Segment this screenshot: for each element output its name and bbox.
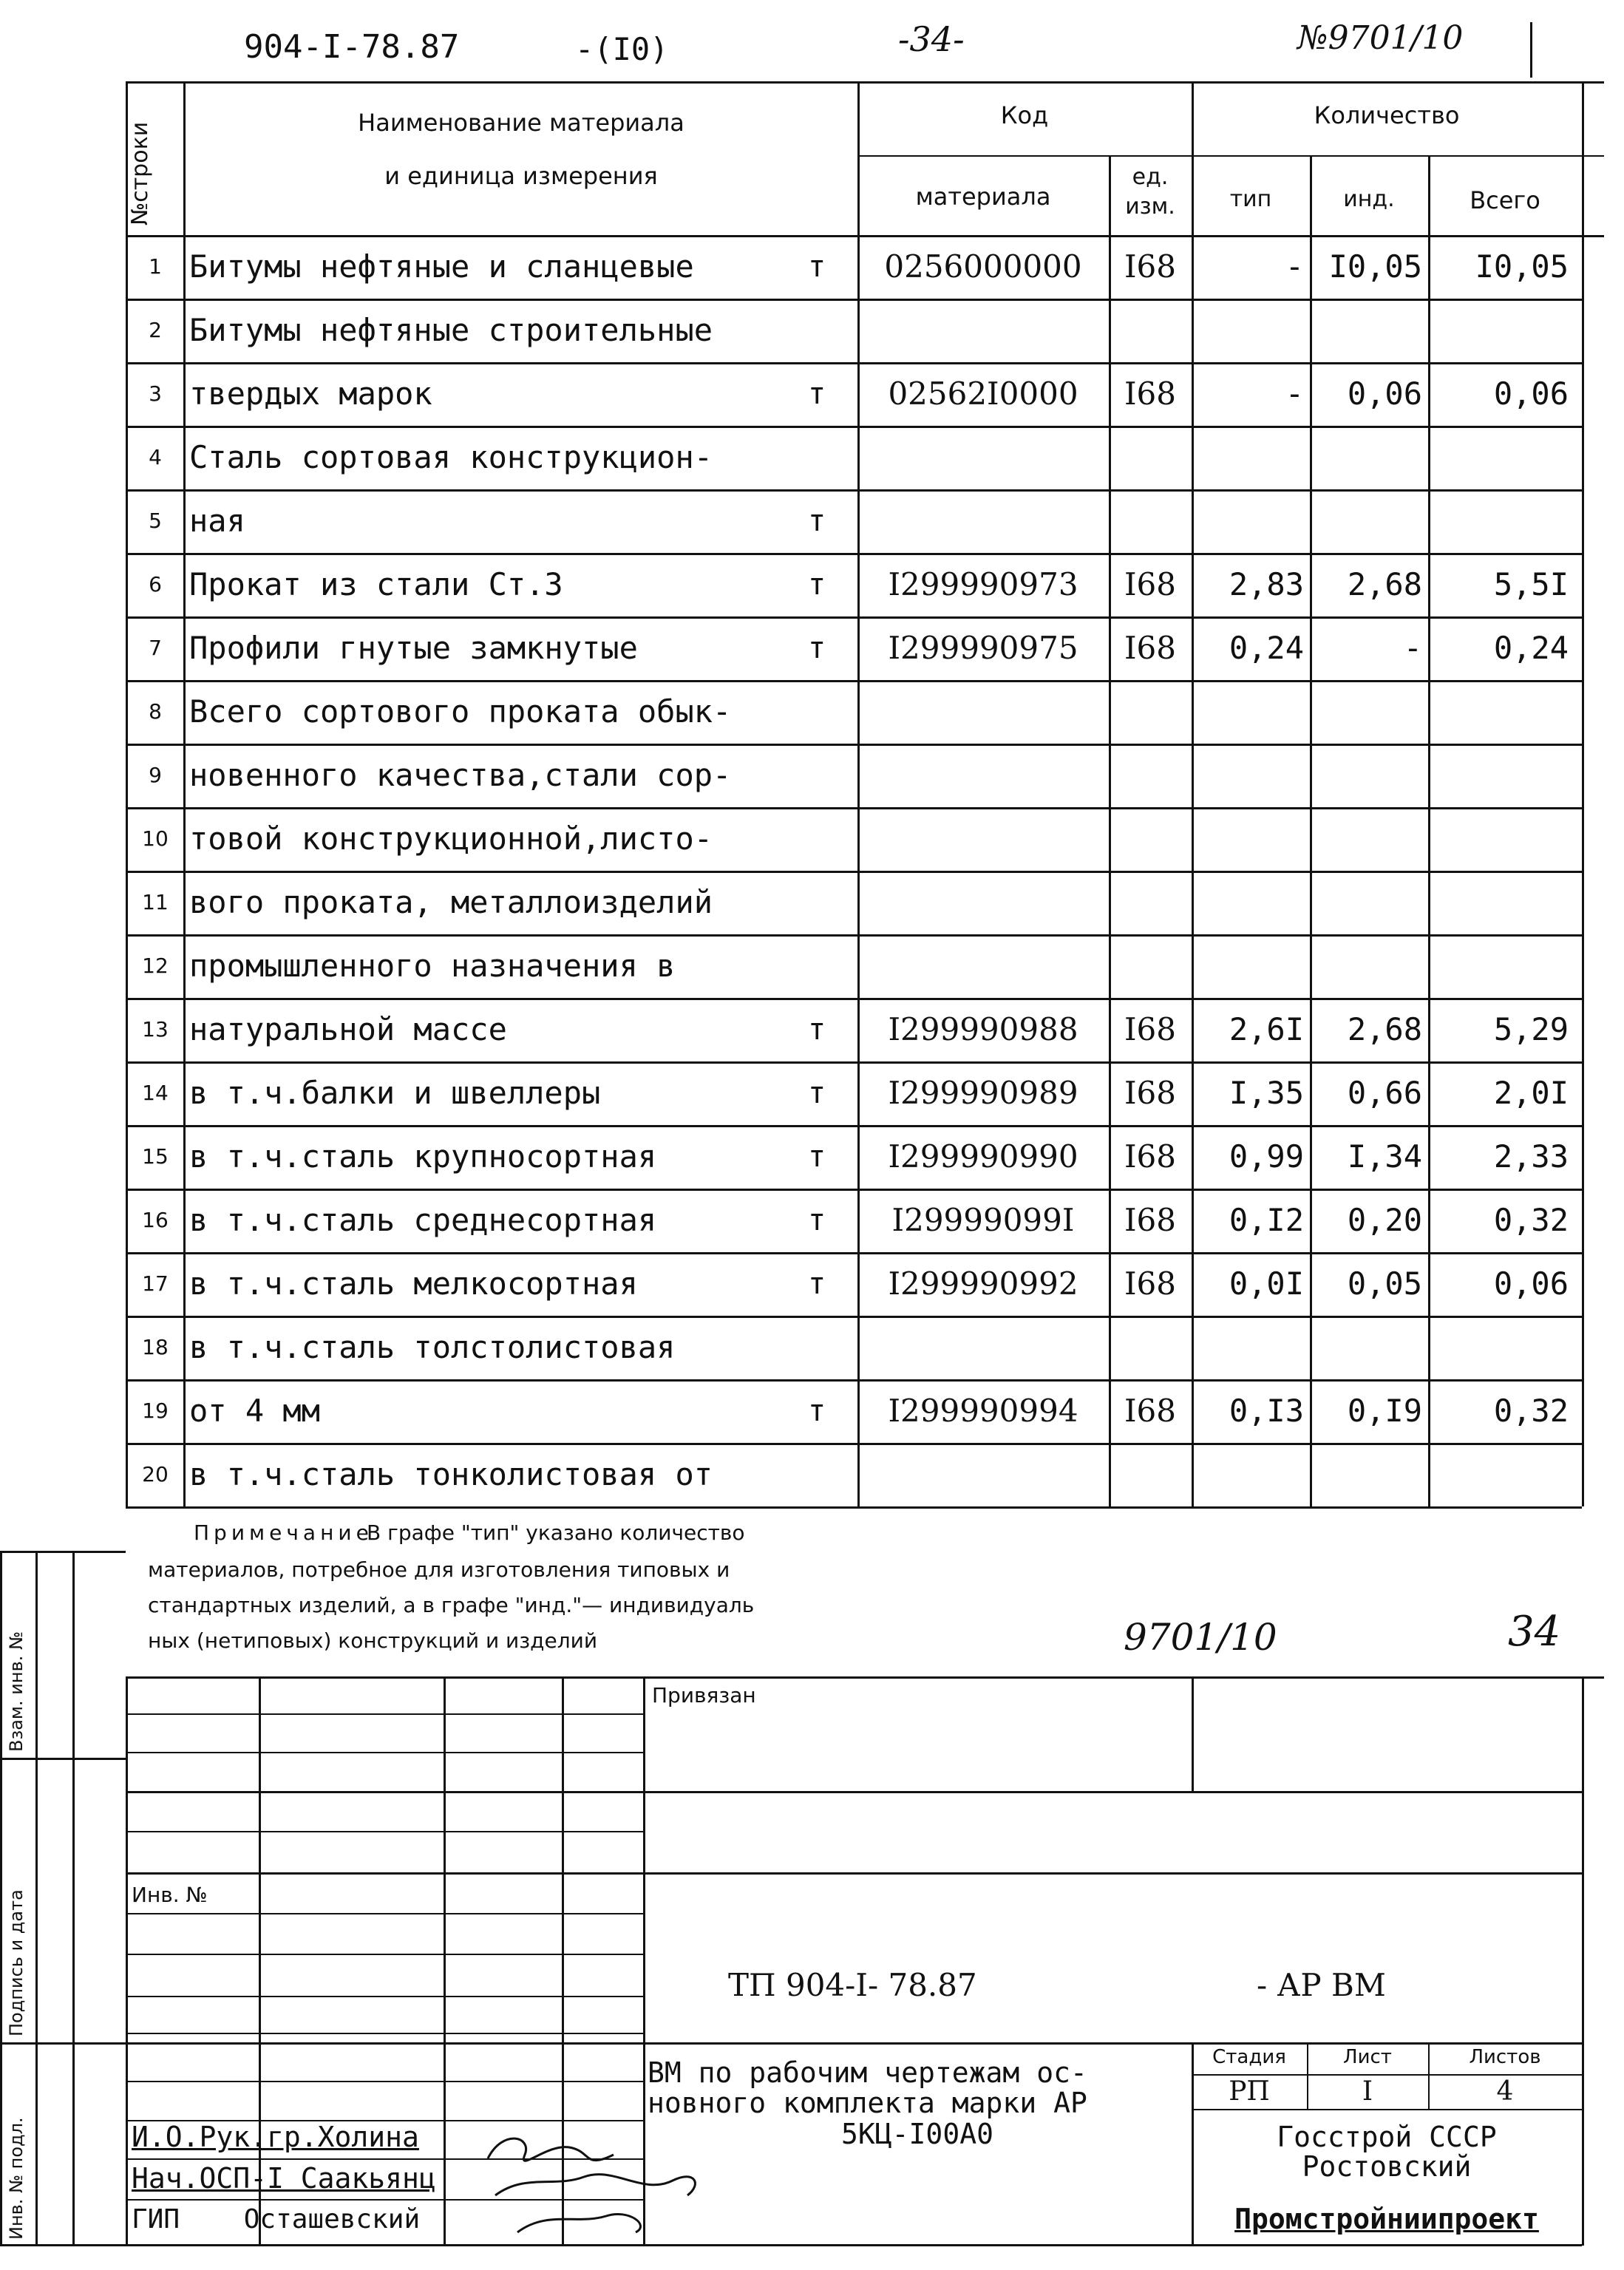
table-row-border: [126, 998, 1582, 1000]
signature-3: ГИП Осташевский: [132, 2204, 421, 2235]
table-row-border: [126, 807, 1582, 809]
table-cell-name: Сталь сортовая конструкцион-: [189, 439, 713, 475]
table-cell-total: 0,32: [1493, 1393, 1569, 1429]
table-cell-name: Битумы нефтяные и сланцевые: [189, 248, 694, 285]
table-cell-name: новенного качества,стали сор-: [189, 757, 732, 793]
doc-code: 904-I-78.87: [244, 28, 460, 66]
table-cell-code: I299990990: [888, 1138, 1078, 1175]
description-line3: 5КЦ-I00А0: [841, 2118, 993, 2150]
table-cell-name: в т.ч.сталь среднесортная: [189, 1202, 657, 1238]
table-cell-ind: 0,66: [1347, 1075, 1422, 1111]
tb-col-1: [259, 1676, 261, 2246]
table-cell-measure: I68: [1124, 1265, 1177, 1302]
table-cell-unit: т: [807, 1076, 826, 1110]
table-row-border: [126, 1189, 1582, 1191]
org-line2: Ростовский: [1302, 2150, 1472, 2183]
table-cell-measure: I68: [1124, 1202, 1177, 1238]
table-row-border: [126, 680, 1582, 682]
tb-row-7: [126, 1954, 643, 1955]
table-top-border: [126, 81, 1604, 84]
table-row-border: [126, 1506, 1582, 1509]
stage-label: Стадия: [1212, 2046, 1286, 2068]
table-cell-name: Прокат из стали Ст.3: [189, 566, 563, 602]
table-cell-unit: т: [807, 1203, 826, 1237]
table-cell-n: 10: [142, 826, 169, 851]
table-cell-name: промышленного назначения в: [189, 948, 676, 984]
table-row-border: [126, 1379, 1582, 1382]
table-row-border: [126, 616, 1582, 619]
table-cell-n: 6: [149, 572, 162, 597]
signature-scribble-2: [495, 2175, 695, 2195]
table-cell-type: 0,I2: [1229, 1202, 1304, 1238]
header-individual: инд.: [1343, 186, 1395, 212]
table-cell-n: 2: [149, 318, 162, 342]
table-cell-measure: I68: [1124, 1011, 1177, 1047]
note-line4: ных (нетиповых) конструкций и изделий: [148, 1628, 598, 1653]
tb-row-10: [126, 2042, 1582, 2045]
table-cell-n: 1: [149, 254, 162, 279]
description-line1: ВМ по рабочим чертежам ос-: [648, 2056, 1087, 2089]
header-code-group: Код: [1000, 101, 1049, 129]
table-row-border: [126, 426, 1582, 428]
table-cell-measure: I68: [1124, 375, 1177, 412]
table-cell-code: I299990989: [888, 1075, 1078, 1111]
table-cell-total: 0,24: [1493, 630, 1569, 666]
table-row-border: [126, 489, 1582, 492]
tb-col-left: [126, 1676, 128, 2246]
table-cell-type: -: [1285, 248, 1304, 285]
table-cell-name: Профили гнутые замкнутые: [189, 630, 638, 666]
table-cell-n: 13: [142, 1017, 169, 1041]
tb-col-2: [444, 1676, 446, 2246]
table-cell-total: 0,06: [1493, 1265, 1569, 1302]
table-cell-name: натуральной массе: [189, 1011, 507, 1047]
tb-row-1: [126, 1713, 643, 1715]
note-hand-number: 9701/10: [1124, 1616, 1277, 1659]
side-stamp-mid: [35, 1551, 38, 2244]
table-row-border: [126, 1125, 1582, 1127]
table-cell-n: 20: [142, 1462, 169, 1486]
table-cell-unit: т: [807, 1267, 826, 1301]
table-row-border: [126, 744, 1582, 746]
tb-col-privyazan: [1192, 1676, 1194, 1791]
col-border-ind: [1428, 155, 1430, 1506]
header-row-number: №строки: [127, 121, 153, 225]
tb-row-6: [126, 1913, 643, 1914]
table-cell-type: 2,83: [1229, 566, 1304, 602]
table-cell-type: 0,24: [1229, 630, 1304, 666]
table-cell-unit: т: [807, 250, 826, 284]
table-cell-name: Всего сортового проката обык-: [189, 693, 732, 730]
header-type: тип: [1229, 186, 1272, 212]
table-cell-total: 0,06: [1493, 375, 1569, 412]
table-cell-name: в т.ч.сталь тонколистовая от: [189, 1456, 713, 1492]
table-cell-code: 0256000000: [884, 248, 1082, 285]
tb-row-2: [126, 1752, 643, 1753]
table-cell-name: товой конструкционной,листо-: [189, 820, 713, 857]
table-cell-n: 19: [142, 1399, 169, 1423]
table-row-border: [126, 1316, 1582, 1318]
table-cell-total: 2,0I: [1493, 1075, 1569, 1111]
table-cell-measure: I68: [1124, 1075, 1177, 1111]
table-cell-total: 5,29: [1493, 1011, 1569, 1047]
tb-row-8: [126, 1996, 643, 1997]
table-cell-total: 5,5I: [1493, 566, 1569, 602]
tb-stage-bottom: [1192, 2109, 1582, 2110]
table-row-border: [126, 1061, 1582, 1064]
note-hand-page: 34: [1508, 1608, 1561, 1656]
table-cell-n: 14: [142, 1081, 169, 1105]
side-stamp-div1: [0, 1758, 126, 1760]
table-cell-type: I,35: [1229, 1075, 1304, 1111]
table-row-border: [126, 362, 1582, 364]
table-cell-n: 5: [149, 509, 162, 533]
table-cell-measure: I68: [1124, 566, 1177, 602]
title-block-top: [126, 1676, 1604, 1679]
table-cell-name: в т.ч.сталь крупносортная: [189, 1138, 657, 1175]
archive-number: №9701/10: [1297, 19, 1464, 57]
privyazan-label: Привязан: [652, 1683, 756, 1707]
table-cell-ind: 0,05: [1347, 1265, 1422, 1302]
tb-col-right: [1582, 1676, 1584, 2246]
page-number: -34-: [898, 19, 965, 59]
tb-row-5: [126, 1872, 1582, 1875]
table-row-border: [126, 553, 1582, 555]
header-subline: [857, 155, 1604, 157]
table-cell-ind: 0,I9: [1347, 1393, 1422, 1429]
table-cell-measure: I68: [1124, 1393, 1177, 1429]
signature-1: И.О.Рук.гр.Холина: [132, 2121, 419, 2153]
table-cell-ind: I0,05: [1328, 248, 1422, 285]
col-border-code: [1109, 155, 1111, 1506]
header-material-code: материала: [915, 183, 1051, 211]
sheet-label: Лист: [1343, 2046, 1392, 2068]
tb-row-9: [126, 2033, 643, 2034]
side-stamp-left: [0, 1551, 2, 2244]
doc-suffix: -(I0): [575, 31, 669, 67]
signature-scribble-3: [517, 2214, 640, 2232]
table-cell-n: 15: [142, 1144, 169, 1169]
signature-scribble-1: [488, 2138, 614, 2161]
side-inv-podl: Инв. № подл.: [6, 2117, 27, 2240]
table-cell-unit: т: [807, 631, 826, 665]
stage-value: РП: [1229, 2076, 1270, 2107]
table-cell-n: 11: [142, 890, 169, 914]
table-row-border: [126, 934, 1582, 937]
tb-bottom: [126, 2244, 1582, 2246]
table-cell-n: 16: [142, 1208, 169, 1232]
side-stamp-right: [72, 1551, 75, 2244]
sheet-value: I: [1362, 2076, 1373, 2107]
table-row-border: [126, 299, 1582, 301]
side-stamp-top: [0, 1551, 126, 1553]
note-label: Примечание: [194, 1520, 373, 1545]
table-cell-n: 12: [142, 954, 169, 978]
table-cell-code: I299990973: [888, 566, 1078, 602]
col-border-rownum: [183, 81, 186, 1506]
table-cell-name: твердых марок: [189, 375, 432, 412]
header-total: Всего: [1470, 186, 1540, 214]
tb-stage-mid: [1192, 2074, 1582, 2076]
table-cell-unit: т: [807, 1394, 826, 1428]
header-bottom-border: [126, 235, 1604, 237]
sheets-value: 4: [1496, 2076, 1514, 2107]
table-cell-unit: т: [807, 377, 826, 411]
table-cell-total: I0,05: [1475, 248, 1569, 285]
header-name-line2: и единица измерения: [384, 162, 658, 190]
tb-row-4: [126, 1831, 643, 1832]
table-cell-ind: I,34: [1347, 1138, 1422, 1175]
table-cell-ind: 2,68: [1347, 566, 1422, 602]
table-cell-code: 02562I0000: [888, 375, 1078, 412]
sheets-label: Листов: [1469, 2046, 1541, 2068]
table-cell-name: от 4 мм: [189, 1393, 321, 1429]
signature-scribbles: [473, 2114, 717, 2243]
table-cell-ind: 0,20: [1347, 1202, 1422, 1238]
table-cell-ind: -: [1403, 630, 1422, 666]
side-vzam-inv: Взам. инв. №: [6, 1631, 27, 1752]
table-cell-unit: т: [807, 504, 826, 538]
table-cell-n: 4: [149, 445, 162, 469]
table-cell-code: I299990994: [888, 1393, 1078, 1429]
header-unit-line1: ед.: [1132, 164, 1169, 190]
table-cell-code: I29999099I: [891, 1202, 1075, 1238]
table-cell-n: 7: [149, 636, 162, 660]
table-cell-unit: т: [807, 1140, 826, 1174]
header-divider: [1530, 22, 1532, 78]
table-cell-name: вого проката, металлоизделий: [189, 884, 713, 920]
table-cell-type: 0,0I: [1229, 1265, 1304, 1302]
project-code: ТП 904-I- 78.87: [728, 1967, 977, 2003]
table-cell-ind: 0,06: [1347, 375, 1422, 412]
table-cell-type: 0,I3: [1229, 1393, 1304, 1429]
table-cell-total: 2,33: [1493, 1138, 1569, 1175]
tb-row-3: [126, 1791, 1582, 1793]
signature-2: Нач.ОСП-I Саакьянц: [132, 2162, 436, 2195]
header-unit-line2: изм.: [1125, 194, 1175, 220]
table-cell-n: 8: [149, 699, 162, 724]
table-cell-measure: I68: [1124, 1138, 1177, 1175]
table-cell-n: 9: [149, 763, 162, 787]
org-line1: Госстрой СССР: [1277, 2121, 1497, 2153]
table-row-border: [126, 1443, 1582, 1445]
table-cell-type: -: [1285, 375, 1304, 412]
header-qty-group: Количество: [1314, 101, 1460, 129]
org-line3: Промстройниипроект: [1234, 2203, 1539, 2235]
table-cell-code: I299990992: [888, 1265, 1078, 1302]
header-name-line1: Наименование материала: [358, 109, 684, 137]
table-cell-type: 2,6I: [1229, 1011, 1304, 1047]
table-cell-name: Битумы нефтяные строительные: [189, 312, 713, 348]
side-podpis-data: Подпись и дата: [6, 1889, 27, 2036]
table-cell-unit: т: [807, 1013, 826, 1047]
table-cell-total: 0,32: [1493, 1202, 1569, 1238]
table-cell-n: 3: [149, 381, 162, 406]
note-line2: материалов, потребное для изготовления типовых и: [148, 1557, 730, 1582]
table-cell-name: в т.ч.балки и швеллеры: [189, 1075, 601, 1111]
table-row-border: [126, 871, 1582, 873]
table-cell-ind: 2,68: [1347, 1011, 1422, 1047]
table-cell-type: 0,99: [1229, 1138, 1304, 1175]
table-cell-name: ная: [189, 503, 245, 539]
side-stamp-div2: [0, 2042, 126, 2045]
table-cell-measure: I68: [1124, 248, 1177, 285]
table-cell-code: I299990988: [888, 1011, 1078, 1047]
col-border-type: [1310, 155, 1312, 1506]
table-cell-measure: I68: [1124, 630, 1177, 666]
inv-no-label: Инв. №: [132, 1883, 208, 1907]
tb-row-11: [126, 2081, 643, 2082]
table-cell-n: 17: [142, 1271, 169, 1296]
table-cell-unit: т: [807, 568, 826, 602]
project-suffix: - АР ВМ: [1257, 1967, 1386, 2003]
col-border-right: [1582, 81, 1584, 1506]
side-stamp-bottom: [0, 2244, 126, 2246]
table-cell-code: I299990975: [888, 630, 1078, 666]
note-line3: стандартных изделий, а в графе "инд."— индивидуаль: [148, 1593, 755, 1617]
table-row-border: [126, 1252, 1582, 1254]
table-cell-n: 18: [142, 1335, 169, 1359]
table-cell-name: в т.ч.сталь толстолистовая: [189, 1329, 676, 1365]
note-line1: В графе "тип" указано количество: [367, 1520, 745, 1545]
table-cell-name: в т.ч.сталь мелкосортная: [189, 1265, 638, 1302]
description-line2: новного комплекта марки АР: [648, 2087, 1087, 2119]
